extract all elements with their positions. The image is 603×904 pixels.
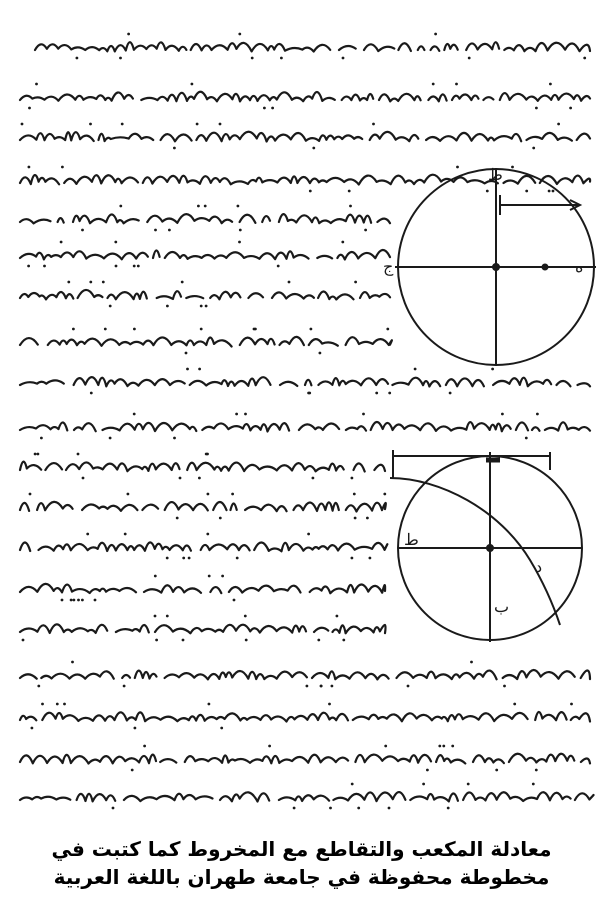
script-dot bbox=[386, 328, 389, 331]
script-dot bbox=[244, 413, 247, 416]
script-dot bbox=[200, 328, 203, 331]
script-dot bbox=[133, 265, 136, 268]
script-dot bbox=[200, 305, 203, 308]
script-dot bbox=[220, 727, 223, 730]
script-dot bbox=[467, 783, 470, 786]
script-dot bbox=[548, 190, 551, 193]
script-dot bbox=[70, 599, 73, 602]
script-dot bbox=[310, 328, 313, 331]
script-dot bbox=[127, 33, 130, 36]
caption-line-2: مخطوطة محفوظة في جامعة طهران باللغة العربية bbox=[53, 865, 550, 889]
script-dot bbox=[388, 392, 391, 395]
upper-right-dot bbox=[543, 265, 548, 270]
script-dot bbox=[37, 685, 40, 688]
script-dot bbox=[179, 477, 182, 480]
script-dot bbox=[21, 123, 24, 126]
script-dot bbox=[219, 123, 222, 126]
script-dot bbox=[109, 437, 112, 440]
script-dot bbox=[570, 703, 573, 706]
script-dot bbox=[513, 703, 516, 706]
script-dot bbox=[237, 205, 240, 208]
script-dot bbox=[115, 265, 118, 268]
script-dot bbox=[348, 190, 351, 193]
script-dot bbox=[372, 123, 375, 126]
script-dot bbox=[306, 685, 309, 688]
script-dot bbox=[354, 281, 357, 284]
script-dot bbox=[205, 305, 208, 308]
script-dot bbox=[351, 557, 354, 560]
script-dot bbox=[198, 368, 201, 371]
script-dot bbox=[569, 107, 572, 110]
script-dot bbox=[119, 205, 122, 208]
script-dot bbox=[197, 205, 200, 208]
script-dot bbox=[438, 745, 441, 748]
script-dot bbox=[375, 392, 378, 395]
script-dot bbox=[155, 639, 158, 642]
script-dot bbox=[131, 769, 134, 772]
script-dot bbox=[208, 703, 211, 706]
script-dot bbox=[102, 281, 105, 284]
script-dot bbox=[535, 107, 538, 110]
script-dot bbox=[60, 241, 63, 244]
script-dot bbox=[89, 123, 92, 126]
script-dot bbox=[204, 205, 207, 208]
script-dot bbox=[86, 533, 89, 536]
script-dot bbox=[251, 57, 254, 60]
script-dot bbox=[29, 493, 32, 496]
script-dot bbox=[81, 599, 84, 602]
script-dot bbox=[407, 685, 410, 688]
script-dot bbox=[82, 477, 85, 480]
script-dot bbox=[341, 241, 344, 244]
script-dot bbox=[342, 57, 345, 60]
script-dot bbox=[127, 493, 130, 496]
script-dot bbox=[329, 807, 332, 810]
script-dot bbox=[191, 83, 194, 86]
script-dot bbox=[27, 265, 30, 268]
script-dot bbox=[181, 281, 184, 284]
script-dot bbox=[357, 807, 360, 810]
script-dot bbox=[532, 783, 535, 786]
script-dot bbox=[331, 685, 334, 688]
script-dot bbox=[442, 745, 445, 748]
script-dot bbox=[503, 685, 506, 688]
script-dot bbox=[188, 557, 191, 560]
script-dot bbox=[22, 639, 25, 642]
script-dot bbox=[253, 328, 256, 331]
script-dot bbox=[28, 107, 31, 110]
script-dot bbox=[535, 769, 538, 772]
script-dot bbox=[583, 57, 586, 60]
script-dot bbox=[35, 83, 38, 86]
script-dot bbox=[186, 368, 189, 371]
script-dot bbox=[277, 265, 280, 268]
script-dot bbox=[112, 807, 115, 810]
script-dot bbox=[208, 575, 211, 578]
script-dot bbox=[293, 807, 296, 810]
script-dot bbox=[525, 437, 528, 440]
script-dot bbox=[495, 769, 498, 772]
script-dot bbox=[384, 745, 387, 748]
upper-label-right: ه bbox=[575, 257, 584, 276]
script-dot bbox=[61, 599, 64, 602]
upper-center-dot bbox=[493, 264, 499, 270]
script-dot bbox=[451, 745, 454, 748]
script-dot bbox=[185, 352, 188, 355]
script-dot bbox=[349, 205, 352, 208]
script-dot bbox=[328, 703, 331, 706]
script-dot bbox=[71, 661, 74, 664]
script-dot bbox=[432, 83, 435, 86]
script-dot bbox=[154, 575, 157, 578]
script-dot bbox=[235, 413, 238, 416]
script-dot bbox=[104, 328, 107, 331]
script-dot bbox=[89, 281, 92, 284]
script-dot bbox=[114, 241, 117, 244]
script-dot bbox=[166, 557, 169, 560]
script-dot bbox=[31, 727, 34, 730]
script-dot bbox=[72, 328, 75, 331]
script-dot bbox=[196, 123, 199, 126]
script-dot bbox=[351, 783, 354, 786]
script-dot bbox=[268, 745, 271, 748]
script-dot bbox=[77, 599, 80, 602]
script-dot bbox=[491, 368, 494, 371]
script-dot bbox=[77, 453, 80, 456]
script-dot bbox=[244, 615, 247, 618]
script-dot bbox=[312, 147, 315, 150]
script-dot bbox=[166, 615, 169, 618]
script-dot bbox=[37, 453, 40, 456]
script-dot bbox=[366, 517, 369, 520]
script-dot bbox=[557, 123, 560, 126]
script-dot bbox=[317, 639, 320, 642]
script-dot bbox=[81, 229, 84, 232]
script-dot bbox=[124, 533, 127, 536]
script-dot bbox=[309, 190, 312, 193]
script-dot bbox=[525, 190, 528, 193]
script-dot bbox=[319, 352, 322, 355]
script-dot bbox=[182, 557, 185, 560]
script-dot bbox=[90, 392, 93, 395]
script-dot bbox=[109, 305, 112, 308]
script-dot bbox=[388, 807, 391, 810]
script-dot bbox=[133, 413, 136, 416]
lower-label-bottom: ب bbox=[494, 597, 510, 616]
script-dot bbox=[312, 477, 315, 480]
script-dot bbox=[63, 703, 66, 706]
script-dot bbox=[40, 437, 43, 440]
script-dot bbox=[351, 477, 354, 480]
script-dot bbox=[336, 615, 339, 618]
script-dot bbox=[168, 229, 171, 232]
upper-label-top: ط bbox=[488, 165, 503, 184]
script-dot bbox=[207, 493, 210, 496]
script-dot bbox=[501, 413, 504, 416]
lower-label-mid: د bbox=[535, 557, 543, 576]
script-dot bbox=[233, 599, 236, 602]
script-dot bbox=[123, 685, 126, 688]
script-dot bbox=[307, 392, 310, 395]
script-dot bbox=[238, 241, 241, 244]
script-dot bbox=[456, 166, 459, 169]
script-dot bbox=[238, 33, 241, 36]
script-dot bbox=[353, 493, 356, 496]
script-dot bbox=[383, 493, 386, 496]
script-dot bbox=[67, 281, 70, 284]
script-dot bbox=[119, 57, 122, 60]
script-dot bbox=[288, 281, 291, 284]
script-dot bbox=[422, 783, 425, 786]
caption-line-1: معادلة المكعب والتقاطع مع المخروط كما كتبت في bbox=[51, 837, 552, 861]
script-dot bbox=[470, 661, 473, 664]
lower-center-dot bbox=[487, 545, 493, 551]
script-dot bbox=[536, 413, 539, 416]
script-dot bbox=[221, 575, 224, 578]
script-dot bbox=[173, 147, 176, 150]
caption bbox=[0, 835, 603, 904]
lower-label-left: ط bbox=[404, 530, 419, 549]
script-dot bbox=[205, 453, 208, 456]
script-dot bbox=[134, 727, 137, 730]
script-dot bbox=[166, 305, 169, 308]
script-dot bbox=[511, 166, 514, 169]
script-dot bbox=[73, 599, 76, 602]
script-dot bbox=[468, 57, 471, 60]
script-dot bbox=[364, 229, 367, 232]
script-dot bbox=[56, 703, 59, 706]
script-dot bbox=[532, 147, 535, 150]
script-dot bbox=[449, 392, 452, 395]
script-dot bbox=[354, 517, 357, 520]
script-dot bbox=[34, 453, 37, 456]
script-dot bbox=[121, 123, 124, 126]
script-dot bbox=[239, 229, 242, 232]
script-dot bbox=[41, 703, 44, 706]
script-dot bbox=[307, 533, 310, 536]
script-dot bbox=[154, 229, 157, 232]
script-dot bbox=[182, 639, 185, 642]
script-dot bbox=[369, 557, 372, 560]
script-dot bbox=[176, 517, 179, 520]
script-dot bbox=[549, 83, 552, 86]
script-dot bbox=[362, 413, 365, 416]
script-dot bbox=[320, 685, 323, 688]
script-dot bbox=[271, 107, 274, 110]
script-dot bbox=[342, 639, 345, 642]
script-dot bbox=[486, 190, 489, 193]
script-dot bbox=[263, 107, 266, 110]
script-dot bbox=[94, 599, 97, 602]
script-dot bbox=[219, 517, 222, 520]
script-dot bbox=[447, 807, 450, 810]
script-dot bbox=[414, 368, 417, 371]
script-dot bbox=[61, 166, 64, 169]
script-dot bbox=[76, 57, 79, 60]
script-dot bbox=[231, 493, 234, 496]
script-dot bbox=[137, 265, 140, 268]
script-dot bbox=[133, 328, 136, 331]
script-dot bbox=[43, 265, 46, 268]
script-dot bbox=[173, 437, 176, 440]
script-dot bbox=[154, 615, 157, 618]
script-dot bbox=[552, 190, 555, 193]
script-dot bbox=[426, 769, 429, 772]
script-dot bbox=[245, 639, 248, 642]
script-dot bbox=[143, 745, 146, 748]
script-dot bbox=[236, 557, 239, 560]
script-dot bbox=[455, 83, 458, 86]
upper-label-left: ج bbox=[383, 257, 394, 276]
script-dot bbox=[434, 33, 437, 36]
script-dot bbox=[280, 57, 283, 60]
script-dot bbox=[28, 166, 31, 169]
script-dot bbox=[206, 533, 209, 536]
script-dot bbox=[198, 477, 201, 480]
